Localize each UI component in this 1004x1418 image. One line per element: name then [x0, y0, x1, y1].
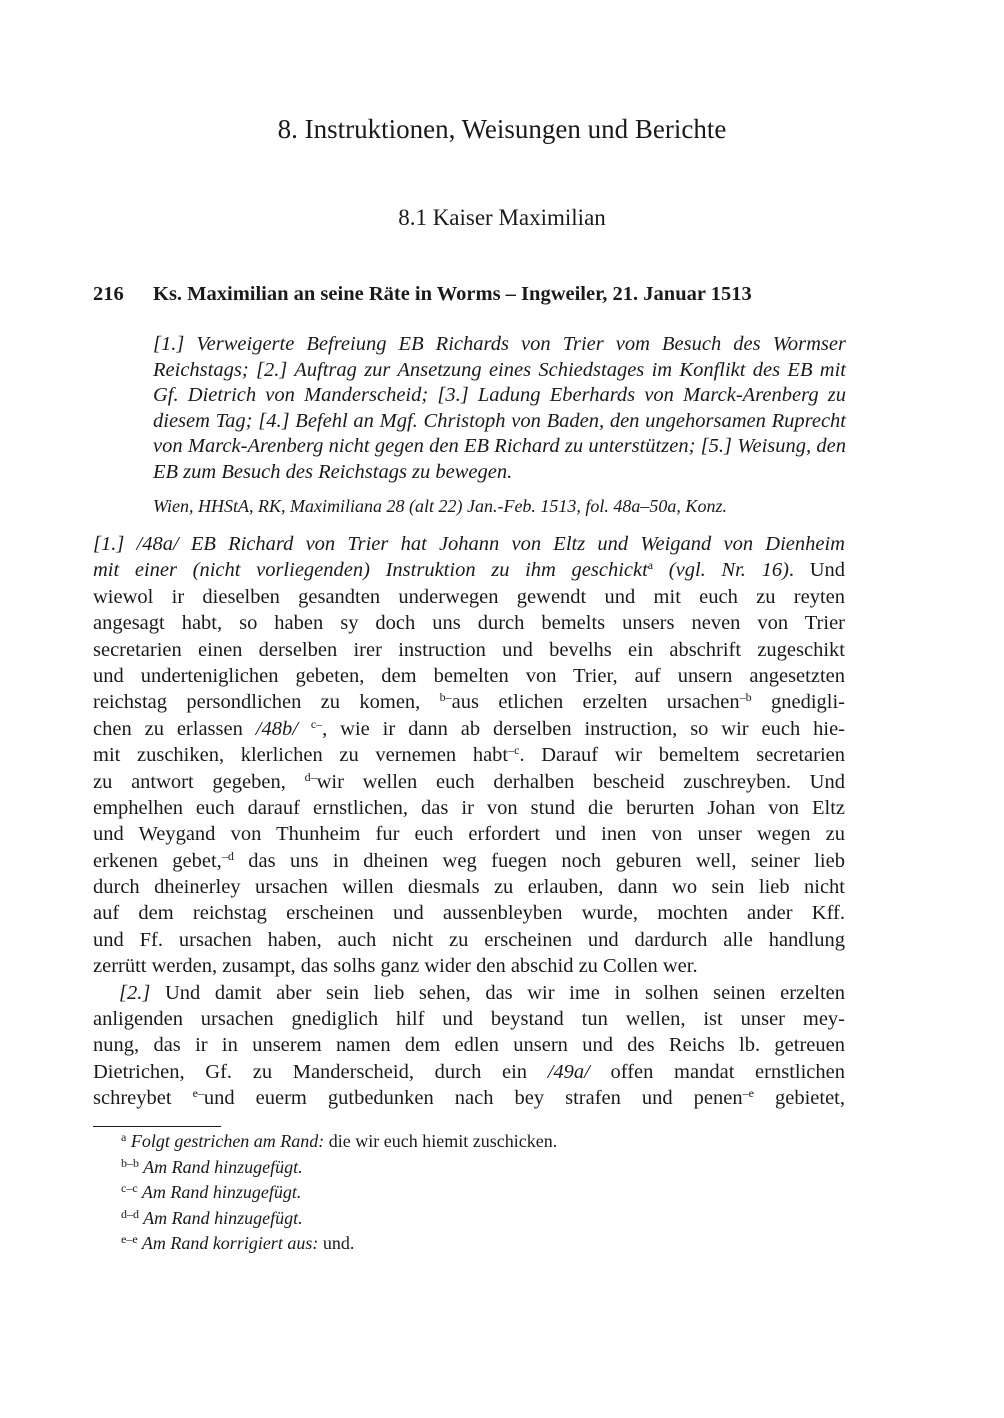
document-number: 216: [93, 283, 124, 305]
footnote-marker: c–: [310, 716, 323, 731]
body-line: [93, 821, 845, 847]
footnote-mark: c–c: [121, 1181, 138, 1195]
text: und underteniglichen gebeten, dem bemelten von Trier, auf unsern angesetzten: [93, 664, 845, 687]
footnote-marker: b–: [439, 690, 452, 705]
body-line: [93, 900, 845, 926]
footnote-label: Folgt gestrichen am Rand:: [126, 1131, 325, 1151]
footnote-marker: –b: [739, 690, 752, 705]
text: , wie ir dann ab derselben instruction, so wir euch hie-: [322, 717, 845, 740]
footnote-text: und.: [318, 1233, 355, 1253]
footnote-mark: b–b: [121, 1155, 139, 1170]
footnote: [121, 1180, 557, 1206]
body-line: [93, 927, 845, 953]
body-line: [93, 1006, 845, 1032]
text: . Darauf wir bemeltem secretarien: [519, 744, 845, 767]
document-regest: [1.] Verweigerte Befreiung EB Richards von Trier vom Besuch des Wormser Reichstags; [2.] Auftrag zur Ansetzung eines Schiedstages im Konflikt des EB mit Gf. Dietrich von Manderscheid; [3.] Ladung Eberhards von Marck-Arenberg zu diesem Tag; [4.] Befehl an Mgf. Christoph von Baden, den ungehorsamen Ruprecht von Marck-Arenberg nicht gegen den EB Richard zu unterstützen; [5.] Weisung, den EB zum Besuch des Reichstags zu bewegen.: [153, 333, 846, 483]
document-body: [93, 531, 845, 1112]
body-line: [93, 1032, 845, 1058]
document-source: Wien, HHStA, RK, Maximiliana 28 (alt 22) Jan.-Feb. 1513, fol. 48a–50a, Konz.: [153, 496, 727, 516]
footnote: [121, 1155, 557, 1181]
text: chen zu erlassen: [93, 717, 256, 740]
text: und euerm gutbedunken nach bey strafen und penen: [203, 1087, 743, 1110]
body-line: [93, 1059, 845, 1085]
body-line: [93, 1085, 845, 1111]
italic-text: /48b/: [255, 717, 298, 740]
footnote-mark: e–e: [121, 1232, 138, 1246]
text: gnedigli-: [751, 691, 845, 714]
body-line: [93, 663, 845, 689]
footnote-divider: [93, 1126, 221, 1127]
body-line: [93, 980, 845, 1006]
italic-text: [2.]: [119, 981, 151, 1004]
body-line: [93, 637, 845, 663]
footnote-text: die wir euch hiemit zuschicken.: [324, 1131, 558, 1151]
footnote-marker: e–: [192, 1086, 204, 1101]
body-line: [93, 769, 845, 795]
footnote-label: Am Rand hinzugefügt.: [139, 1156, 303, 1177]
document-title: Ks. Maximilian an seine Räte in Worms – Ingweiler, 21. Januar 1513: [153, 283, 752, 305]
footnote-label: Am Rand hinzugefügt.: [139, 1207, 303, 1228]
body-line: [93, 689, 845, 715]
text: das uns in dheinen weg fuegen noch geburen well, seiner lieb: [233, 849, 845, 872]
body-line: [93, 742, 845, 768]
text: offen mandat ernstlichen: [589, 1060, 845, 1083]
italic-text: (vgl. Nr. 16): [653, 559, 789, 582]
chapter-title: 8. Instruktionen, Weisungen und Berichte: [277, 114, 727, 144]
text: angesagt habt, so haben sy doch uns durch bemelts unsers neven von Trier: [93, 612, 845, 635]
text: und Weygand von Thunheim fur euch erfordert und inen von unser wegen zu: [93, 823, 845, 846]
text: Dietrichen, Gf. zu Manderscheid, durch ein: [93, 1060, 548, 1083]
text: wiewol ir dieselben gesandten underwegen gewendt und mit euch zu reyten: [93, 585, 845, 608]
text: erkenen gebet,: [93, 849, 222, 872]
text: [298, 718, 311, 740]
text: und Ff. ursachen haben, auch nicht zu erscheinen und dardurch alle handlung: [93, 928, 845, 951]
footnote-mark: a: [121, 1130, 127, 1144]
text: schreybet: [93, 1087, 193, 1110]
text: emphelhen euch darauf ernstlichen, das ir von stund die berurten Johan von Eltz: [93, 796, 845, 819]
text: wir wellen euch derhalben bescheid zuschreyben. Und: [316, 770, 845, 793]
text: auf dem reichstag erscheinen und aussenbleyben wurde, mochten ander Kff.: [93, 902, 845, 925]
body-line: [93, 795, 845, 821]
text: aus etlichen erzelten ursachen: [451, 691, 740, 714]
footnote-mark: d–d: [121, 1206, 139, 1221]
text: secretarien einen derselben irer instruction und bevelhs ein abschrift zugeschikt: [93, 638, 845, 661]
footnote-marker: d–: [304, 769, 317, 784]
body-line: [93, 610, 845, 636]
text: gebietet,: [753, 1087, 845, 1110]
body-line: [93, 557, 845, 583]
footnote: [121, 1231, 557, 1257]
text: Und damit aber sein lieb sehen, das wir ime in solhen seinen erzelten: [150, 981, 845, 1004]
italic-text: mit einer (nicht vorliegenden) Instruktion zu ihm geschickt: [93, 559, 648, 582]
footnote: [121, 1129, 557, 1155]
section-title: 8.1 Kaiser Maximilian: [398, 205, 606, 230]
document-heading: [93, 283, 752, 306]
body-line: [93, 874, 845, 900]
text: zerrütt werden, zusampt, das solhs ganz wider den abschid zu Collen wer.: [93, 955, 698, 978]
italic-text: [1.] /48a/ EB Richard von Trier hat Johann von Eltz und Weigand von Dienheim: [93, 533, 845, 555]
footnote-marker: –e: [742, 1086, 754, 1101]
text: anligenden ursachen gnediglich hilf und beystand tun wellen, ist unser mey-: [93, 1008, 845, 1031]
italic-text: /49a/: [547, 1060, 590, 1083]
body-line: [93, 716, 845, 742]
footnote-marker: –c: [508, 743, 520, 758]
text: . Und: [788, 559, 845, 582]
footnote-label: Am Rand korrigiert aus:: [137, 1233, 319, 1253]
text: nung, das ir in unserem namen dem edlen unsern und des Reichs lb. getreuen: [93, 1034, 845, 1057]
footnote-label: Am Rand hinzugefügt.: [137, 1182, 302, 1202]
footnote-marker: –d: [221, 848, 234, 863]
body-line: [93, 953, 845, 979]
body-line: [93, 531, 845, 557]
text: reichstag persondlichen zu komen,: [93, 691, 440, 714]
footnotes: [121, 1129, 557, 1257]
footnote-marker: a: [647, 558, 654, 573]
body-line: [93, 584, 845, 610]
text: zu antwort gegeben,: [93, 770, 305, 793]
footnote: [121, 1206, 557, 1232]
text: durch dheinerley ursachen willen diesmals zu erlauben, dann wo sein lieb nicht: [93, 876, 845, 899]
text: mit zuschiken, klerlichen zu vernemen habt: [93, 744, 509, 767]
body-line: [93, 848, 845, 874]
